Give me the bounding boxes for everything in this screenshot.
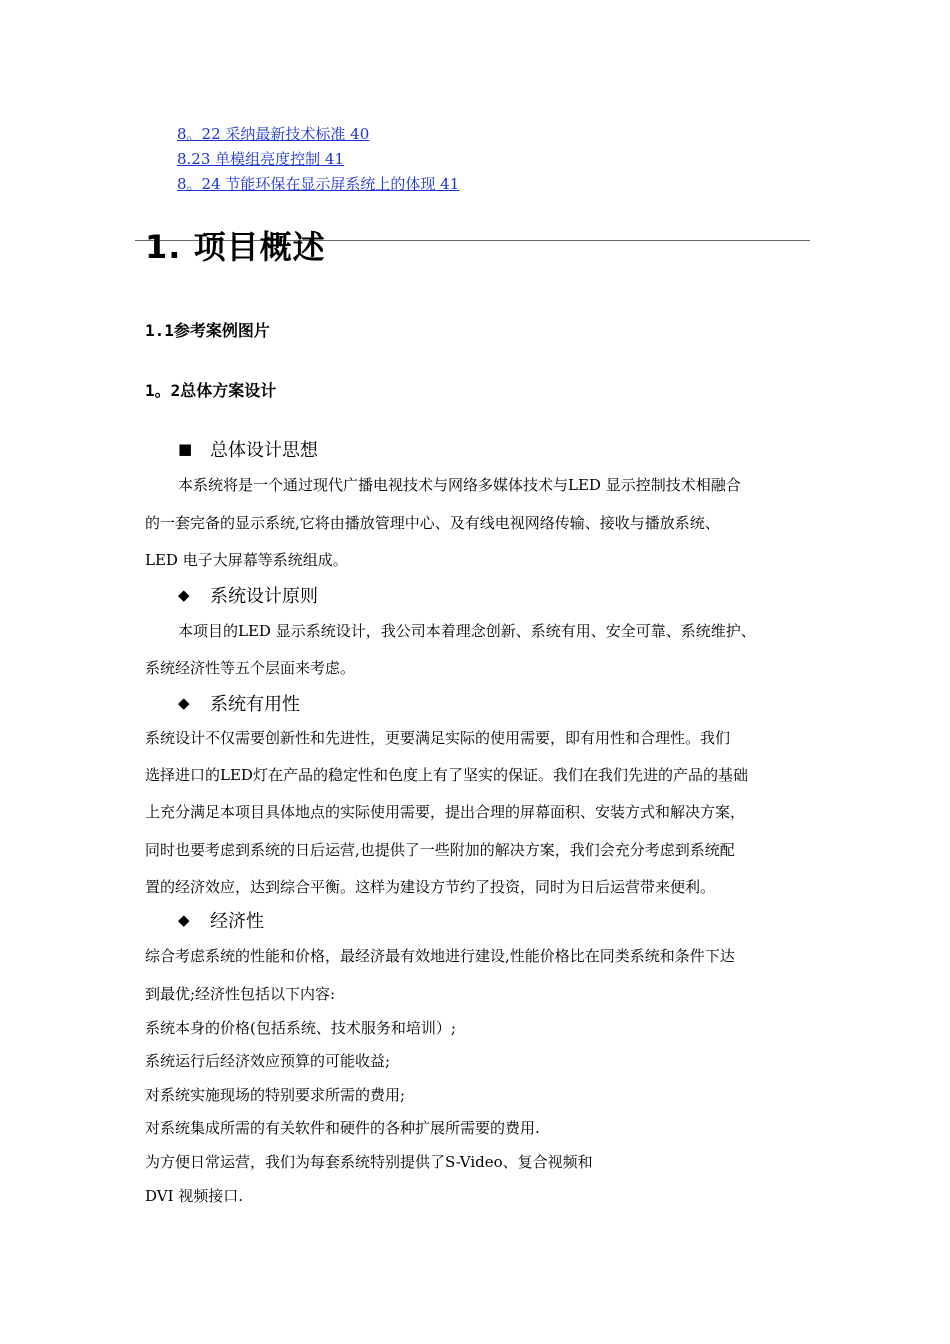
- bullet-title: 系统有用性: [210, 694, 300, 715]
- paragraph-line: 同时也要考虑到系统的日后运营,也提供了一些附加的解决方案，我们会充分考虑到系统配: [145, 841, 735, 859]
- paragraph-line: 对系统实施现场的特别要求所需的费用;: [145, 1086, 406, 1104]
- paragraph-line: 对系统集成所需的有关软件和硬件的各种扩展所需要的费用.: [145, 1119, 540, 1137]
- paragraph-line: 上充分满足本项目具体地点的实际使用需要，提出合理的屏幕面积、安装方式和解决方案，: [145, 803, 746, 821]
- paragraph-line: 为方便日常运营，我们为每套系统特别提供了S-Video、复合视频和: [145, 1153, 593, 1171]
- paragraph-line: 选择进口的LED灯在产品的稳定性和色度上有了坚实的保证。我们在我们先进的产品的基础: [145, 766, 748, 784]
- bullet-title: 总体设计思想: [210, 440, 318, 461]
- paragraph-line: 系统经济性等五个层面来考虑。: [145, 659, 356, 677]
- toc-link-8-22[interactable]: 8。22 采纳最新技术标准 40: [177, 125, 370, 143]
- paragraph-line: 系统设计不仅需要创新性和先进性，更要满足实际的使用需要，即有用性和合理性。我们: [145, 729, 731, 747]
- paragraph-line: 综合考虑系统的性能和价格，最经济最有效地进行建设,性能价格比在同类系统和条件下达: [145, 947, 735, 965]
- heading-overall-design: 1。2总体方案设计: [145, 381, 277, 400]
- paragraph-line: DVI 视频接口.: [145, 1187, 244, 1205]
- bullet-usefulness: [178, 690, 300, 716]
- bullet-economy: [178, 907, 264, 933]
- diamond-bullet-icon: ◆: [178, 911, 190, 929]
- heading-reference-cases: 1.1参考案例图片: [145, 321, 270, 340]
- heading-project-overview: 1. 项目概述: [145, 228, 326, 266]
- paragraph-line: 系统本身的价格(包括系统、技术服务和培训）;: [145, 1019, 456, 1037]
- diamond-bullet-icon: ◆: [178, 694, 190, 712]
- table-of-contents: [177, 122, 459, 197]
- toc-link-8-23[interactable]: 8.23 单模组亮度控制 41: [177, 150, 345, 168]
- paragraph-line: 系统运行后经济效应预算的可能收益;: [145, 1052, 391, 1070]
- paragraph-line: 本系统将是一个通过现代广播电视技术与网络多媒体技术与LED 显示控制技术相融合: [178, 476, 741, 494]
- bullet-title: 经济性: [210, 911, 264, 932]
- paragraph-line: 到最优;经济性包括以下内容:: [145, 985, 336, 1003]
- paragraph-line: 本项目的LED 显示系统设计，我公司本着理念创新、系统有用、安全可靠、系统维护、: [178, 622, 756, 640]
- bullet-title: 系统设计原则: [210, 586, 318, 607]
- paragraph-line: LED 电子大屏幕等系统组成。: [145, 551, 348, 569]
- bullet-design-principles: [178, 582, 318, 608]
- bullet-overall-idea: [178, 436, 318, 462]
- paragraph-line: 置的经济效应，达到综合平衡。这样为建设方节约了投资，同时为日后运营带来便利。: [145, 878, 716, 896]
- square-bullet-icon: ■: [178, 440, 193, 458]
- diamond-bullet-icon: ◆: [178, 586, 190, 604]
- paragraph-line: 的一套完备的显示系统,它将由播放管理中心、及有线电视网络传输、接收与播放系统、: [145, 514, 720, 532]
- toc-link-8-24[interactable]: 8。24 节能环保在显示屏系统上的体现 41: [177, 175, 460, 193]
